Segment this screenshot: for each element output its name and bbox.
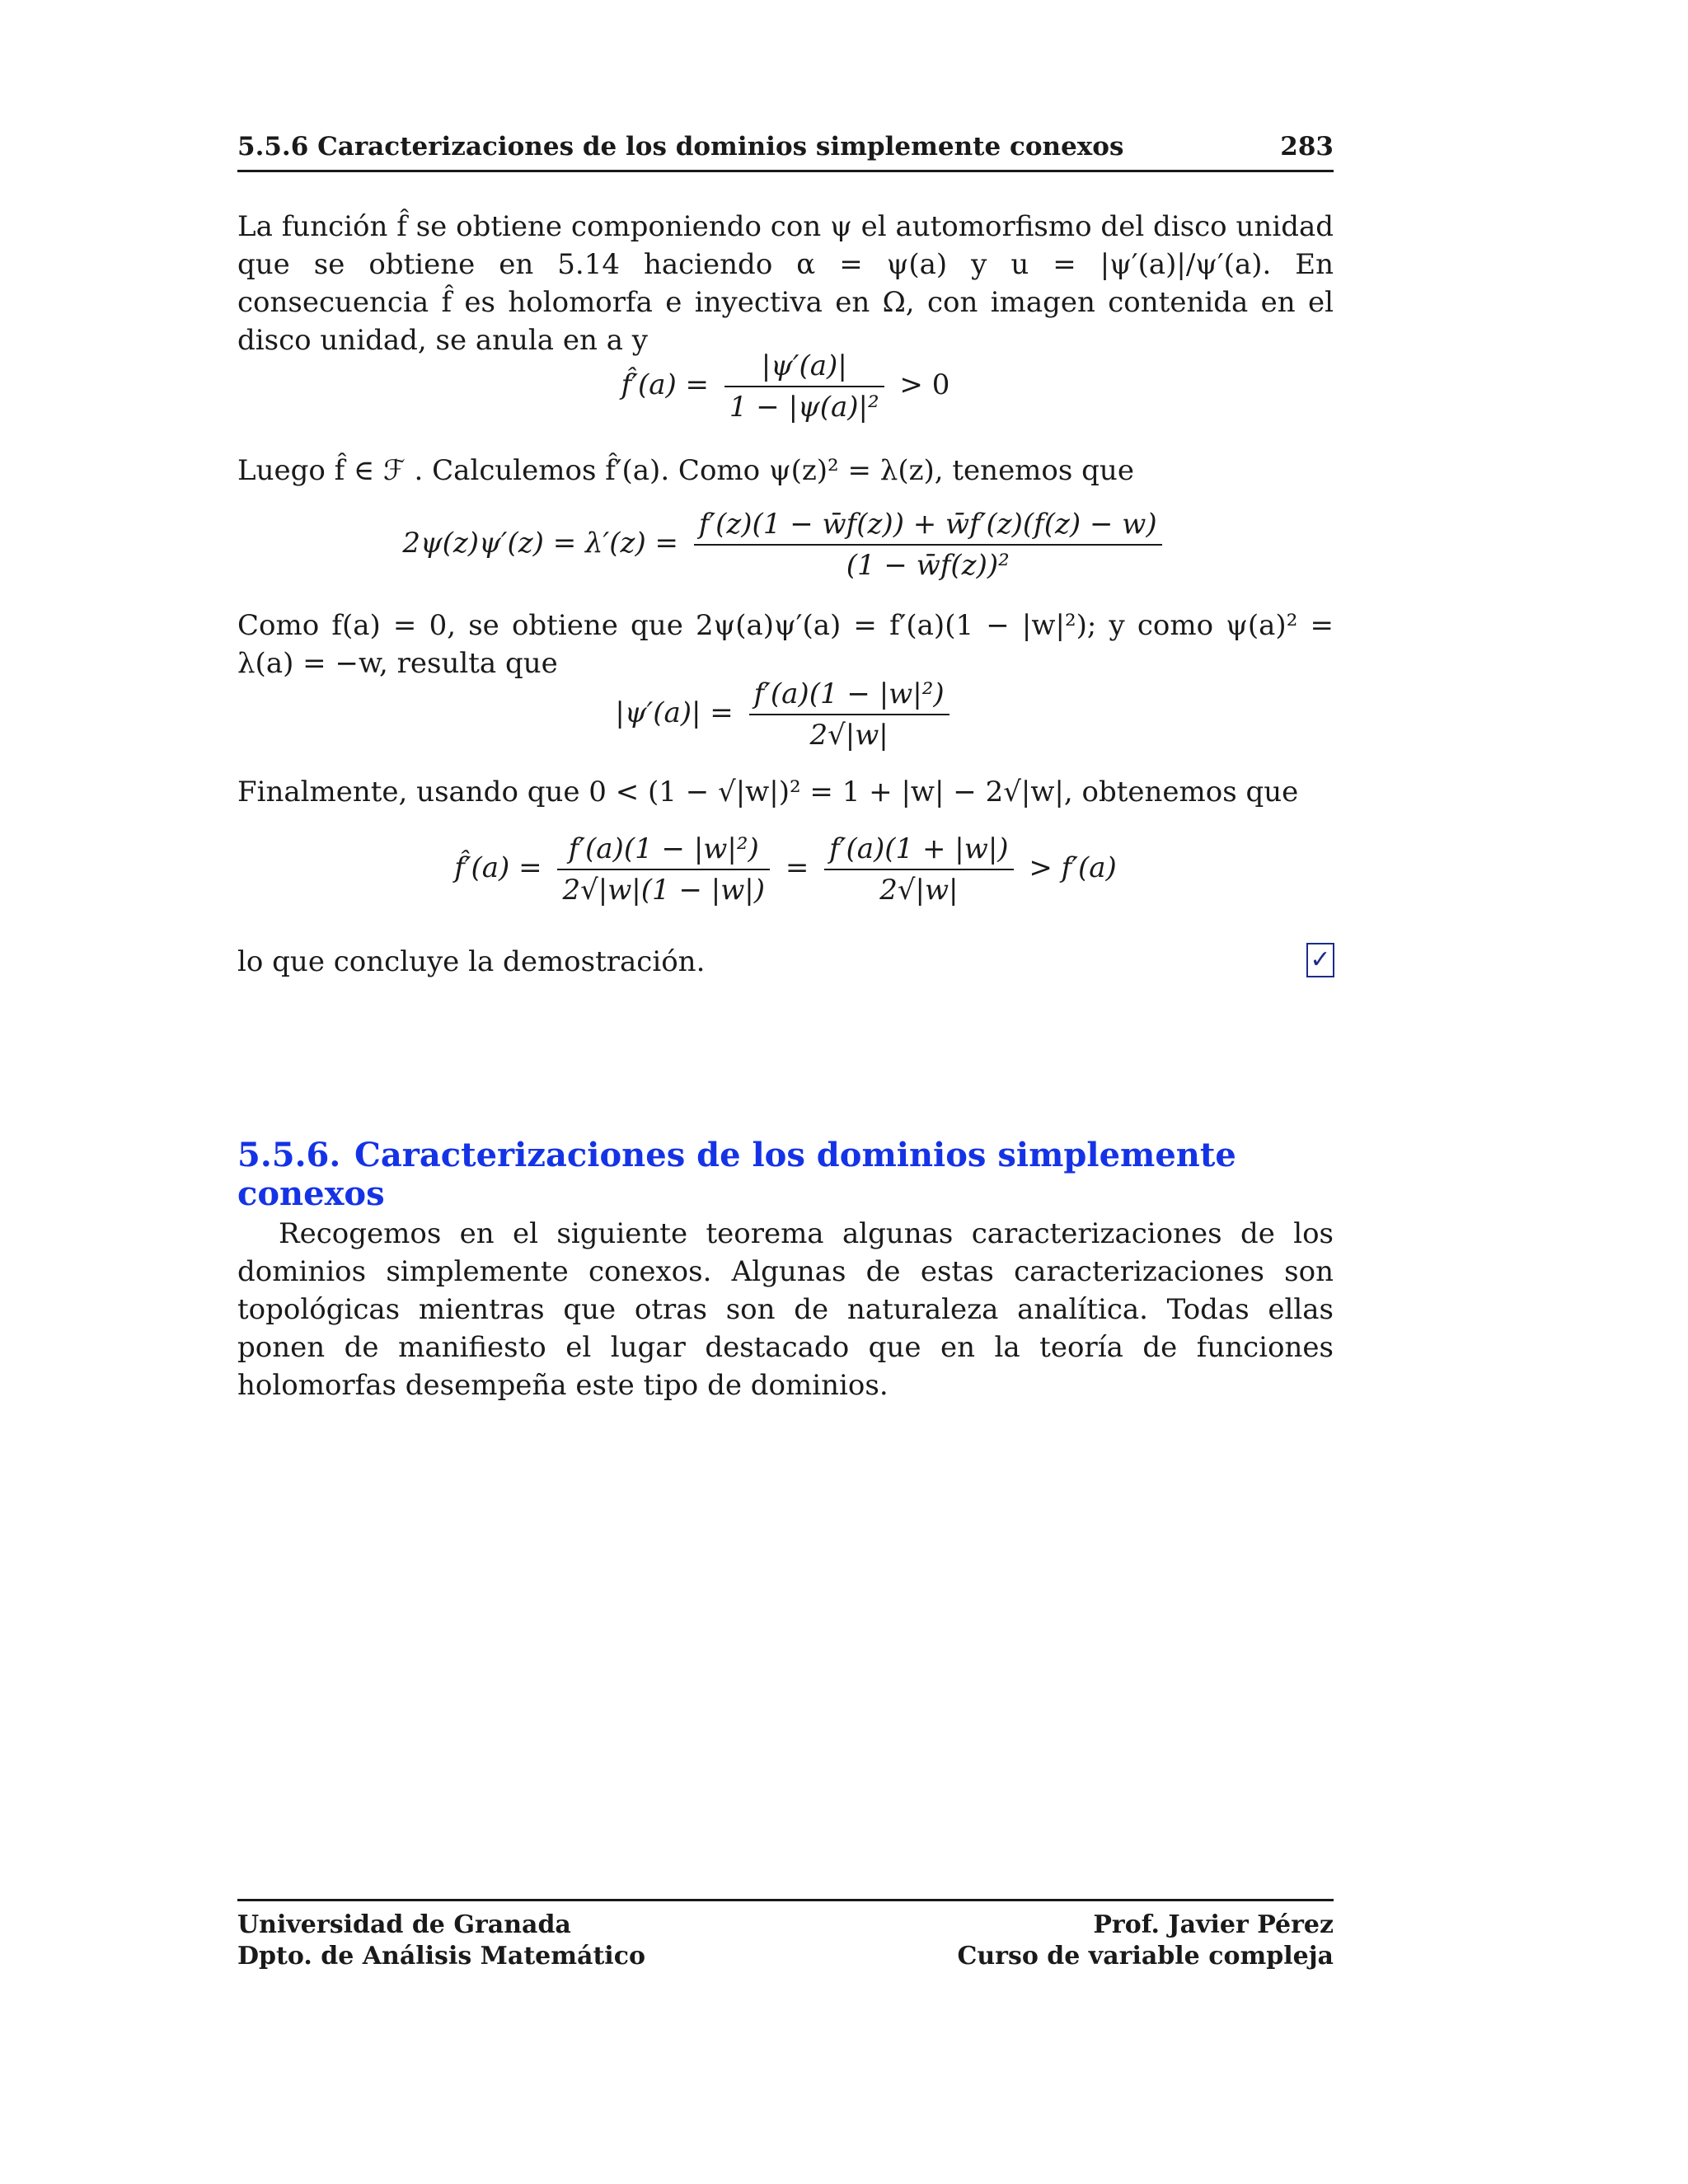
eq4-fraction-2 bbox=[824, 832, 1013, 907]
qed-checkmark-icon: ✓ bbox=[1306, 943, 1334, 977]
page-footer bbox=[237, 1899, 1334, 1972]
eq4-rhs: > f′(a) bbox=[1029, 851, 1117, 884]
eq4-denominator-1: 2√|w|(1 − |w|) bbox=[562, 874, 766, 907]
proof-paragraph-3: Como f(a) = 0, se obtiene que 2ψ(a)ψ′(a) = f′(a)(1 − |w|²); y como ψ(a)² = λ(a) = −w, resulta que bbox=[237, 609, 1334, 680]
eq3-numerator: f′(a)(1 − |w|²) bbox=[749, 677, 950, 715]
running-header bbox=[237, 132, 1334, 172]
eq1-numerator: |ψ′(a)| bbox=[724, 349, 884, 387]
equation-4 bbox=[237, 832, 1334, 907]
eq4-lhs: f̂′(a) = bbox=[454, 851, 542, 884]
equation-3 bbox=[237, 677, 1334, 752]
eq2-lhs: 2ψ(z)ψ′(z) = λ′(z) = bbox=[402, 527, 678, 560]
eq3-denominator: 2√|w| bbox=[809, 719, 889, 752]
page-number: 283 bbox=[1280, 132, 1334, 162]
section-title: Caracterizaciones de los dominios simplemente conexos bbox=[237, 1136, 1236, 1213]
proof-paragraph-4: Finalmente, usando que 0 < (1 − √|w|)² = 1 + |w| − 2√|w|, obtenemos que bbox=[237, 776, 1299, 808]
section-number: 5.5.6. bbox=[237, 1136, 341, 1174]
eq4-numerator-1: f′(a)(1 − |w|²) bbox=[557, 832, 770, 870]
section-heading bbox=[237, 1136, 1334, 1213]
eq3-fraction bbox=[749, 677, 950, 752]
footer-course: Curso de variable compleja bbox=[957, 1942, 1334, 1971]
equation-2 bbox=[237, 508, 1334, 582]
eq1-fraction bbox=[724, 349, 884, 424]
eq1-lhs: f̂′(a) = bbox=[621, 368, 710, 401]
footer-right bbox=[957, 1910, 1334, 1972]
eq3-lhs: |ψ′(a)| = bbox=[615, 696, 734, 729]
eq4-denominator-2: 2√|w| bbox=[879, 874, 959, 907]
footer-left bbox=[237, 1910, 645, 1972]
eq4-numerator-2: f′(a)(1 + |w|) bbox=[824, 832, 1013, 870]
footer-author: Prof. Javier Pérez bbox=[1093, 1910, 1334, 1939]
eq2-denominator: (1 − w̄f(z))² bbox=[846, 549, 1010, 582]
eq2-numerator: f′(z)(1 − w̄f(z)) + w̄f′(z)(f(z) − w) bbox=[694, 508, 1162, 546]
eq4-fraction-1 bbox=[557, 832, 770, 907]
proof-paragraph-5: lo que concluye la demostración. bbox=[237, 945, 706, 978]
proof-paragraph-2: Luego f̂ ∈ ℱ . Calculemos f̂′(a). Como ψ(z)² = λ(z), tenemos que bbox=[237, 454, 1134, 487]
eq1-rhs: > 0 bbox=[899, 368, 950, 401]
header-title: 5.5.6 Caracterizaciones de los dominios simplemente conexos bbox=[237, 132, 1124, 162]
eq1-denominator: 1 − |ψ(a)|² bbox=[729, 391, 879, 424]
section-body: Recogemos en el siguiente teorema algunas caracterizaciones de los dominios simplemente conexos. Algunas de estas caracterizaciones son topológicas mientras que otras son de naturaleza analítica. Todas ellas ponen de manifiesto el lugar destacado que en la teoría de funciones holomorfas desempeña este tipo de dominios. bbox=[237, 1217, 1334, 1402]
eq4-equals: = bbox=[785, 851, 809, 884]
eq2-fraction bbox=[694, 508, 1162, 582]
proof-paragraph-1: La función f̂ se obtiene componiendo con ψ el automorfismo del disco unidad que se obtiene en 5.14 haciendo α = ψ(a) y u = |ψ′(a)|/ψ′(a). En consecuencia f̂ es holomorfa e inyectiva en Ω, con imagen contenida en el disco unidad, se anula en a y bbox=[237, 210, 1334, 357]
footer-department: Dpto. de Análisis Matemático bbox=[237, 1942, 645, 1971]
equation-1 bbox=[237, 349, 1334, 424]
footer-university: Universidad de Granada bbox=[237, 1910, 571, 1939]
